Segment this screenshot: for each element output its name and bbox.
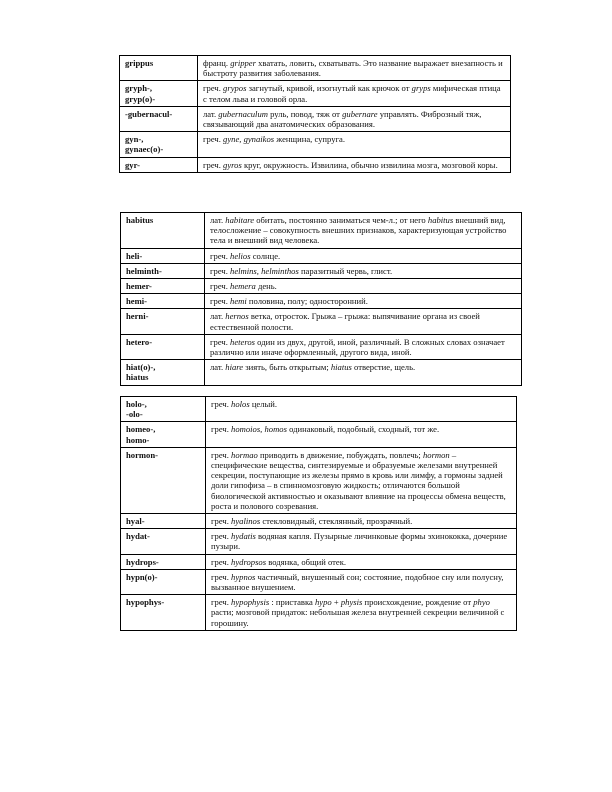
term-cell: hemi- <box>121 294 205 309</box>
term-cell: hyal- <box>121 514 206 529</box>
definition-cell: греч. homoios, homos одинаковый, подобный, сходный, тот же. <box>206 422 517 447</box>
definition-cell: греч. helmins, helminthos паразитный червь, глист. <box>205 263 522 278</box>
definition-cell: греч. hyalinos стекловидный, стеклянный, прозрачный. <box>206 514 517 529</box>
term-cell: gyn-, gynaec(o)- <box>120 132 198 157</box>
table-row <box>121 213 522 249</box>
term-cell: hypophys- <box>121 595 206 631</box>
term-cell: habitus <box>121 213 205 249</box>
definition-cell: греч. hypophysis : приставка hypo + physis происхождение, рождение от phyo расти; мозговой придаток: небольшая железа внутренней секреции величиной с горошину. <box>206 595 517 631</box>
definition-cell: греч. gyros круг, окружность. Извилина, обычно извилина мозга, мозговой коры. <box>198 157 511 172</box>
definition-cell: греч. gyne, gynaikos женщина, супруга. <box>198 132 511 157</box>
definition-cell: греч. hemera день. <box>205 279 522 294</box>
term-cell: -gubernacul- <box>120 106 198 131</box>
table-row <box>120 81 511 106</box>
definition-cell: лат. gubernaculum руль, повод, тяж от gubernare управлять. Фиброзный тяж, связывающий два анатомических образования. <box>198 106 511 131</box>
term-cell: hydat- <box>121 529 206 554</box>
definition-cell: греч. hydatis водяная капля. Пузырные личинковые формы эхинококка, дочерние пузыри. <box>206 529 517 554</box>
table-row <box>121 334 522 359</box>
definition-cell: греч. grypos загнутый, кривой, изогнутый как крючок от gryps мифическая птица с телом льва и головой орла. <box>198 81 511 106</box>
term-cell: helminth- <box>121 263 205 278</box>
table-row <box>121 263 522 278</box>
definition-cell: лат. hiare зиять, быть открытым; hiatus отверстие, щель. <box>205 360 522 385</box>
table-row <box>120 157 511 172</box>
table-row <box>120 132 511 157</box>
definition-cell: греч. heteros один из двух, другой, иной, различный. В сложных словах означает различно или иначе оформленный, другого вида, иной. <box>205 334 522 359</box>
term-cell: hemer- <box>121 279 205 294</box>
table-row <box>121 595 517 631</box>
table-row <box>121 569 517 594</box>
term-cell: hydrops- <box>121 554 206 569</box>
definition-cell: греч. helios солнце. <box>205 248 522 263</box>
table-row <box>120 56 511 81</box>
glossary-table-g <box>119 55 511 173</box>
definition-cell: лат. habitare обитать, постоянно заниматься чем-л.; от него habitus внешний вид, телосложение – совокупность внешних признаков, характеризующая устройство тела и внешний вид человека. <box>205 213 522 249</box>
table-row <box>121 279 522 294</box>
table-row <box>121 554 517 569</box>
table-row <box>121 248 522 263</box>
term-cell: hiat(o)-, hiatus <box>121 360 205 385</box>
term-cell: hetero- <box>121 334 205 359</box>
table-row <box>121 514 517 529</box>
term-cell: hormon- <box>121 447 206 513</box>
definition-cell: греч. hemi половина, полу; односторонний. <box>205 294 522 309</box>
table-row <box>121 447 517 513</box>
term-cell: holo-, -olo- <box>121 397 206 422</box>
term-cell: heli- <box>121 248 205 263</box>
definition-cell: франц. gripper хватать, ловить, схватывать. Это название выражает внезапность и быстроту развития заболевания. <box>198 56 511 81</box>
term-cell: gryph-, gryp(o)- <box>120 81 198 106</box>
table-row <box>121 309 522 334</box>
table-row <box>121 360 522 385</box>
term-cell: homeo-, homo- <box>121 422 206 447</box>
table-row <box>121 294 522 309</box>
term-cell: grippus <box>120 56 198 81</box>
table-row <box>121 397 517 422</box>
glossary-table-h1 <box>120 212 522 386</box>
term-cell: hypn(o)- <box>121 569 206 594</box>
glossary-table-h2 <box>120 396 517 631</box>
definition-cell: греч. hydropsos водянка, общий отек. <box>206 554 517 569</box>
term-cell: herni- <box>121 309 205 334</box>
term-cell: gyr- <box>120 157 198 172</box>
table-row <box>121 422 517 447</box>
definition-cell: лат. hernos ветка, отросток. Грыжа – грыжа: выпячивание органа из своей естественной полости. <box>205 309 522 334</box>
table-row <box>121 529 517 554</box>
table-row <box>120 106 511 131</box>
definition-cell: греч. hormao приводить в движение, побуждать, повлечь; hormon – специфические вещества, синтезируемые и образуемые железами внутренней секреции, поступающие из железы прямо в кровь или лимфу, а гормоны задней доли гипофиза – в спинномозговую жидкость; отличаются большой биологической активностью и оказывают влияние на процессы обмена веществ, роста и полового созревания. <box>206 447 517 513</box>
definition-cell: греч. holos целый. <box>206 397 517 422</box>
definition-cell: греч. hypnos частичный, внушенный сон; состояние, подобное сну или полусну, вызванное внушением. <box>206 569 517 594</box>
